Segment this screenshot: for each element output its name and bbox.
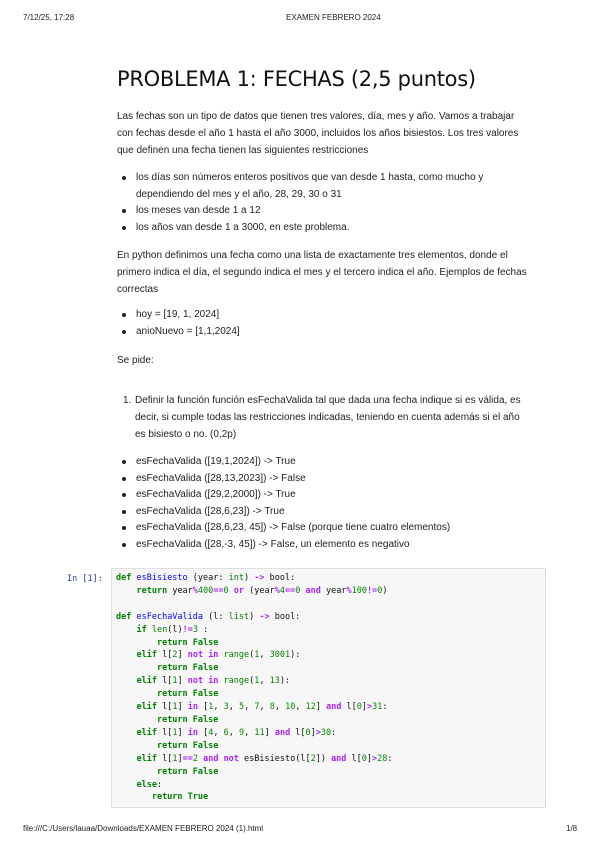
examples-list bbox=[117, 307, 527, 340]
task-list bbox=[117, 392, 527, 443]
list-item: anioNuevo = [1,1,2024] bbox=[117, 324, 527, 341]
list-item: esFechaValida ([29,2,2000]) -> True bbox=[117, 487, 527, 504]
definition-paragraph: En python definimos una fecha como una lista de exactamente tres elementos, donde el primero indica el día, el segundo indica el mes y el tercero indica el año. Ejemplos de fechas correctas bbox=[117, 250, 527, 295]
list-item: esFechaValida ([28,13,2023]) -> False bbox=[117, 471, 527, 488]
print-file-path: file:///C:/Users/lauaa/Downloads/EXAMEN FEBRERO 2024 (1).html bbox=[23, 824, 264, 833]
print-datetime: 7/12/25, 17:28 bbox=[23, 13, 75, 22]
list-item: los meses van desde 1 a 12 bbox=[117, 203, 527, 220]
test-cases-list bbox=[117, 454, 527, 553]
intro-paragraph: Las fechas son un tipo de datos que tienen tres valores, día, mes y año. Vamos a trabajar con fechas desde el año 1 hasta el año 3000, incluidos los años bisiestos. Los tres valores que definen una fecha tienen las siguientes restricciones bbox=[117, 111, 519, 156]
list-item: los días son números enteros positivos que van desde 1 hasta, como mucho y dependiendo del mes y el año, 28, 29, 30 o 31 bbox=[117, 170, 527, 203]
print-doc-title: EXAMEN FEBRERO 2024 bbox=[286, 13, 381, 22]
task-item bbox=[117, 392, 527, 443]
code-block: def esBisiesto (year: int) -> bool: return year%400==0 or (year%4==0 and year%100!=0) def esFechaValida (l: list) -> bool: if len(l)!=3 : return False elif l[2] not in range(1, 3001): return False elif l[1] not in range(1, 13): return False elif l[1] in [1, 3, 5, 7, 8, 10, 12] and l[0]>31: return False elif l[1] in [4, 6, 9, 11] and l[0]>30: return False elif l[1]==2 and not esBisiesto(l[2]) and l[0]>28: return False else: return True bbox=[116, 573, 393, 803]
restrictions-list bbox=[117, 170, 527, 236]
task-text: Definir la función función esFechaValida tal que dada una fecha indique si es válida, es decir, si cumple todas las restricciones indicadas, teniendo en cuenta además si el año es bisiesto o no. (0,2p) bbox=[135, 395, 521, 440]
cell-prompt: In [1]: bbox=[67, 574, 103, 584]
print-page-number: 1/8 bbox=[566, 824, 578, 833]
list-item: esFechaValida ([28,6,23]) -> True bbox=[117, 504, 527, 521]
list-item: hoy = [19, 1, 2024] bbox=[117, 307, 527, 324]
task-number: 1. bbox=[123, 395, 132, 406]
list-item: esFechaValida ([19,1,2024]) -> True bbox=[117, 454, 527, 471]
code-cell[interactable] bbox=[111, 568, 546, 808]
list-item: esFechaValida ([28,-3, 45]) -> False, un elemento es negativo bbox=[117, 537, 527, 554]
page-title: PROBLEMA 1: FECHAS (2,5 puntos) bbox=[117, 67, 476, 91]
list-item: los años van desde 1 a 3000, en este problema. bbox=[117, 220, 527, 237]
se-pide-label: Se pide: bbox=[117, 355, 154, 366]
list-item: esFechaValida ([28,6,23, 45]) -> False (porque tiene cuatro elementos) bbox=[117, 520, 527, 537]
